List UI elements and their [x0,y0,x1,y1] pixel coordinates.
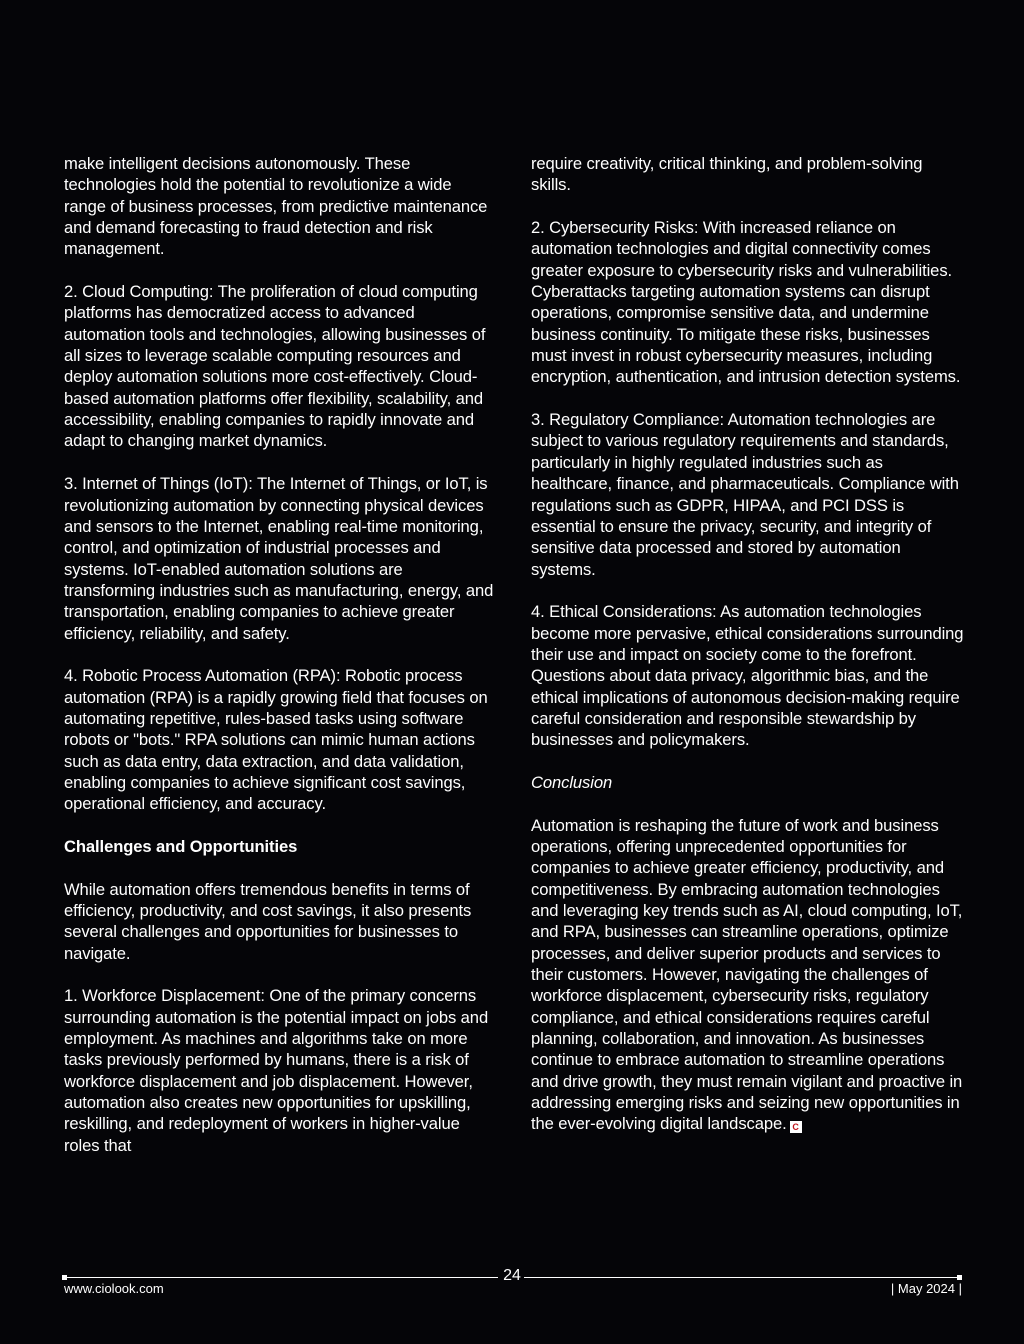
footer-date: | May 2024 | [890,1281,962,1296]
page-number: 24 [503,1267,521,1284]
left-paragraph-6: 1. Workforce Displacement: One of the primary concerns surrounding automation is the potential impact on jobs and employment. As machines and algorithms take on more tasks previously performed by humans, there is a risk of workforce displacement and job displacement. However, automation also creates new opportunities for upskilling, reskilling, and redeployment of workers in higher-value roles that [64,986,489,1155]
left-paragraph-2: 2. Cloud Computing: The proliferation of cloud computing platforms has democratized access to advanced automation tools and technologies, allowing businesses of all sizes to leverage scalable computing resources and deploy automation solutions more cost-effectively. Cloud-based automation platforms offer flexibility, scalability, and accessibility, enabling companies to rapidly innovate and adapt to changing market dynamics. [64,282,486,451]
ciolook-end-mark-icon: C [790,1121,802,1133]
left-paragraph-1: make intelligent decisions autonomously. These technologies hold the potential to revolutionize a wide range of business processes, from predictive maintenance and demand forecasting to fraud detection and risk management. [64,154,488,259]
section-heading: Challenges and Opportunities [64,837,298,856]
left-paragraph-4: 4. Robotic Process Automation (RPA): Robotic process automation (RPA) is a rapidly growing field that focuses on automating repetitive, rules-based tasks using software robots or "bots." RPA solutions can mimic human actions such as data entry, data extraction, and data validation, enabling companies to achieve significant cost savings, operational efficiency, and accuracy. [64,666,488,814]
footer-website: www.ciolook.com [64,1281,164,1296]
right-paragraph-3: 3. Regulatory Compliance: Automation technologies are subject to various regulatory requirements and standards, particularly in highly regulated industries such as healthcare, finance, and pharmaceuticals. Compliance with regulations such as GDPR, HIPAA, and PCI DSS is essential to ensure the privacy, security, and integrity of sensitive data processed and stored by automation systems. [531,410,959,579]
footer-rule-right [524,1277,960,1278]
footer-rule-left [64,1277,498,1278]
conclusion-label: Conclusion [531,772,613,792]
footer-dot-right [957,1275,962,1280]
left-column [64,153,494,1178]
conclusion-text: Automation is reshaping the future of work and business operations, offering unprecedented opportunities for companies to achieve greater efficiency, productivity, and competitiveness. By embracing automation technologies and leveraging key trends such as AI, cloud computing, IoT, and RPA, businesses can streamline operations, optimize processes, and deliver superior products and services to their customers. However, navigating the challenges of workforce displacement, cybersecurity risks, regulatory compliance, and ethical considerations requires careful planning, collaboration, and innovation. As businesses continue to embrace automation to streamline operations and drive growth, they must remain vigilant and proactive in addressing emerging risks and seizing new opportunities in the ever-evolving digital landscape. [531,815,963,1134]
right-column [531,153,964,1156]
left-paragraph-5: While automation offers tremendous benefits in terms of efficiency, productivity, and cost savings, it also presents several challenges and opportunities for businesses to navigate. [64,879,472,963]
conclusion-paragraph [531,815,964,1135]
right-paragraph-4: 4. Ethical Considerations: As automation technologies become more pervasive, ethical considerations surrounding their use and impact on society come to the forefront. Questions about data privacy, algorithmic bias, and the ethical implications of autonomous decision-making require careful consideration and responsible stewardship by businesses and policymakers. [531,602,964,750]
left-paragraph-3: 3. Internet of Things (IoT): The Internet of Things, or IoT, is revolutionizing automation by connecting physical devices and sensors to the Internet, enabling real-time monitoring, control, and optimization of industrial processes and systems. IoT-enabled automation solutions are transforming industries such as manufacturing, energy, and transportation, enabling companies to achieve greater efficiency, reliability, and safety. [64,474,494,643]
right-paragraph-1: require creativity, critical thinking, and problem-solving skills. [531,154,923,195]
right-paragraph-2: 2. Cybersecurity Risks: With increased reliance on automation technologies and digital connectivity comes greater exposure to cybersecurity risks and vulnerabilities. Cyberattacks targeting automation systems can disrupt operations, compromise sensitive data, and undermine business continuity. To mitigate these risks, businesses must invest in robust cybersecurity measures, including encryption, authentication, and intrusion detection systems. [531,218,961,387]
